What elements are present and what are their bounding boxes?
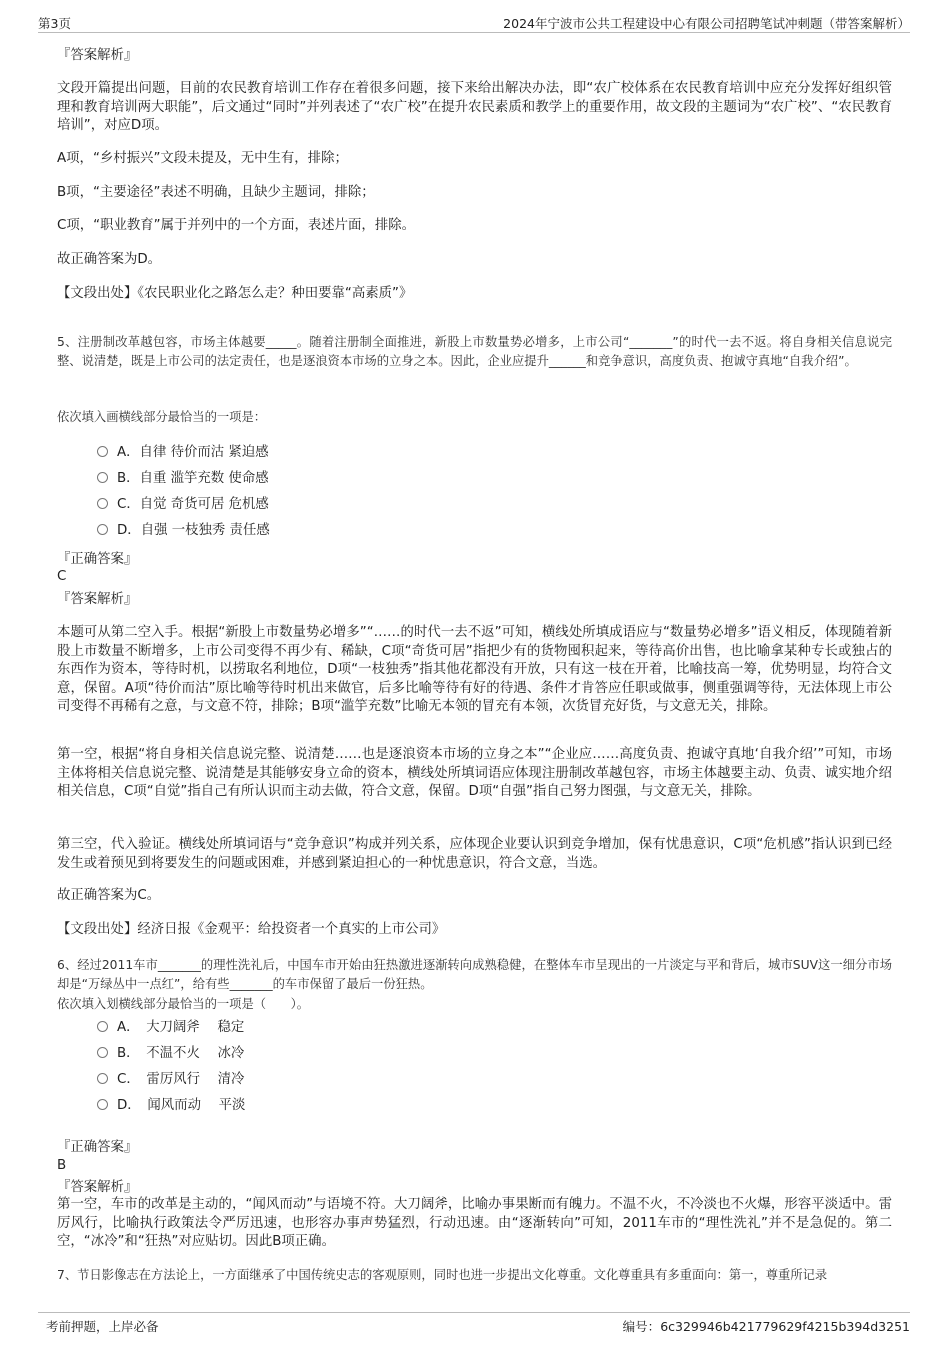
q6-answer: B [57,1158,67,1173]
q5-answer-statement: 故正确答案为C。 [57,888,161,903]
document-title: 2024年宁波市公共工程建设中心有限公司招聘笔试冲刺题（带答案解析） [503,16,910,31]
q4-analysis-para-4: C项，“职业教育”属于并列中的一个方面，表述片面，排除。 [57,218,415,233]
radio-icon[interactable] [97,498,108,509]
radio-icon[interactable] [97,1073,108,1084]
code-label: 编号： [622,1319,661,1334]
q5-option-d[interactable]: D．自强 一枝独秀 责任感 [97,522,270,540]
q6-instruction: 依次填入划横线部分最恰当的一项是（ ）。 [57,997,310,1011]
radio-icon[interactable] [97,1047,108,1058]
q6-question: 6、经过2011车市_______的理性洗礼后，中国车市开始由狂热激进逐渐转向成熟稳健，在整体车市呈现出的一片淡定与平和背后，城市SUV这一细分市场却是“万绿丛中一点红”，给有些_______的车市保留了最后一份狂热。 [57,958,892,991]
radio-icon[interactable] [97,1021,108,1032]
page-header [38,12,910,33]
q5-instruction: 依次填入画横线部分最恰当的一项是： [57,410,267,424]
q7-question: 7、节日影像志在方法论上，一方面继承了中国传统史志的客观原则，同时也进一步提出文化尊重。文化尊重具有多重面向：第一，尊重所记录 [57,1268,828,1282]
q4-answer-statement: 故正确答案为D。 [57,252,162,267]
radio-icon[interactable] [97,1099,108,1110]
code-value: 6c329946b421779629f4215b394d3251 [660,1319,910,1334]
q5-source: 【文段出处】经济日报《金观平：给投资者一个真实的上市公司》 [57,922,446,937]
q6-option-a[interactable]: A． 大刀阔斧 稳定 [97,1019,244,1037]
page-number: 第3页 [38,16,71,31]
q5-analysis-para-1: 本题可从第二空入手。根据“新股上市数量势必增多”“……的时代一去不返”可知，横线处所填成语应与“数量势必增多”语义相反，体现随着新股上市数量不断增多，上市公司变得不再少有、稀缺，C项“奇货可居”指把少有的货物囤积起来，等待高价出售，也比喻拿某种专长或独占的东西作为资本，等待时机，以捞取名利地位，D项“一枝独秀”指其他花都没有开放，只有这一枝在开着，比喻技高一筹，优势明显，均符合文意，保留。A项“待价而沽”原比喻等待时机出来做官，后多比喻等待有好的待遇、条件才肯答应任职或做事，侧重强调等待，无法体现上市公司变得不再稀有之意，与文意不符，排除；B项“滥竽充数”比喻无本领的冒充有本领，次货冒充好货，与文意无关，排除。 [57,625,892,714]
q6-option-c[interactable]: C． 雷厉风行 清冷 [97,1071,244,1089]
document-code [623,1317,910,1335]
q6-analysis: 第一空，车市的改革是主动的，“闻风而动”与语境不符。大刀阔斧，比喻办事果断而有魄力。不温不火，不冷淡也不火爆，形容平淡适中。雷厉风行，比喻执行政策法令严厉迅速，也形容办事声势猛烈，行动迅速。由“逐渐转向”可知，2011车市的“理性洗礼”并不是急促的。第二空，“冰冷”和“狂热”对应贴切。因此B项正确。 [57,1197,892,1249]
q6-option-d[interactable]: D． 闻风而动 平淡 [97,1097,245,1115]
footer-slogan: 考前押题，上岸必备 [46,1319,159,1334]
q5-question: 5、注册制改革越包容，市场主体越要_____。随着注册制全面推进，新股上市数量势必增多，上市公司“_______”的时代一去不返。将自身相关信息说完整、说清楚，既是上市公司的法定责任，也是逐浪资本市场的立身之本。因此，企业应提升______和竞争意识，高度负责、抱诚守真地“自我介绍”。 [57,335,892,368]
q6-answer-label: 『正确答案』 [57,1140,138,1155]
q5-analysis-para-3: 第三空，代入验证。横线处所填词语与“竞争意识”构成并列关系，应体现企业要认识到竞争增加，保有忧患意识，C项“危机感”指认识到已经发生或着预见到将要发生的问题或困难，并感到紧迫担心的一种忧患意识，符合文意，当选。 [57,837,892,871]
q5-answer: C [57,569,67,584]
q5-option-a[interactable]: A．自律 待价而沽 紧迫感 [97,444,269,462]
q5-analysis-para-2: 第一空，根据“将自身相关信息说完整、说清楚……也是逐浪资本市场的立身之本”“企业应……高度负责、抱诚守真地‘自我介绍’”可知，市场主体将相关信息说完整、说清楚是其能够安身立命的资本，横线处所填词语应体现注册制改革越包容，市场主体越要主动、负责、诚实地介绍相关信息，C项“自觉”指自己有所认识而主动去做，符合文意，保留。D项“自强”指自己努力图强，与文意无关，排除。 [57,747,892,799]
radio-icon[interactable] [97,446,108,457]
q5-option-c[interactable]: C．自觉 奇货可居 危机感 [97,496,269,514]
q5-analysis-label: 『答案解析』 [57,592,138,607]
q6-option-b[interactable]: B． 不温不火 冰冷 [97,1045,244,1063]
q5-answer-label: 『正确答案』 [57,552,138,567]
radio-icon[interactable] [97,472,108,483]
q4-analysis-para-2: A项，“乡村振兴”文段未提及，无中生有，排除； [57,151,348,166]
q4-source: 【文段出处】《农民职业化之路怎么走？种田要靠“高素质”》 [57,286,413,301]
q4-analysis-label: 『答案解析』 [57,48,138,63]
radio-icon[interactable] [97,524,108,535]
q5-option-b[interactable]: B．自重 滥竽充数 使命感 [97,470,269,488]
q6-analysis-label: 『答案解析』 [57,1180,138,1195]
q4-analysis-para-1: 文段开篇提出问题，目前的农民教育培训工作存在着很多问题，接下来给出解决办法，即“农广校体系在农民教育培训中应充分发挥好组织管理和教育培训两大职能”，后文通过“同时”并列表述了“农广校”在提升农民素质和教学上的重要作用，故文段的主题词为“农广校”、“农民教育培训”，对应D项。 [57,81,892,133]
q4-analysis-para-3: B项，“主要途径”表述不明确，且缺少主题词，排除； [57,185,375,200]
page-footer [38,1312,910,1335]
